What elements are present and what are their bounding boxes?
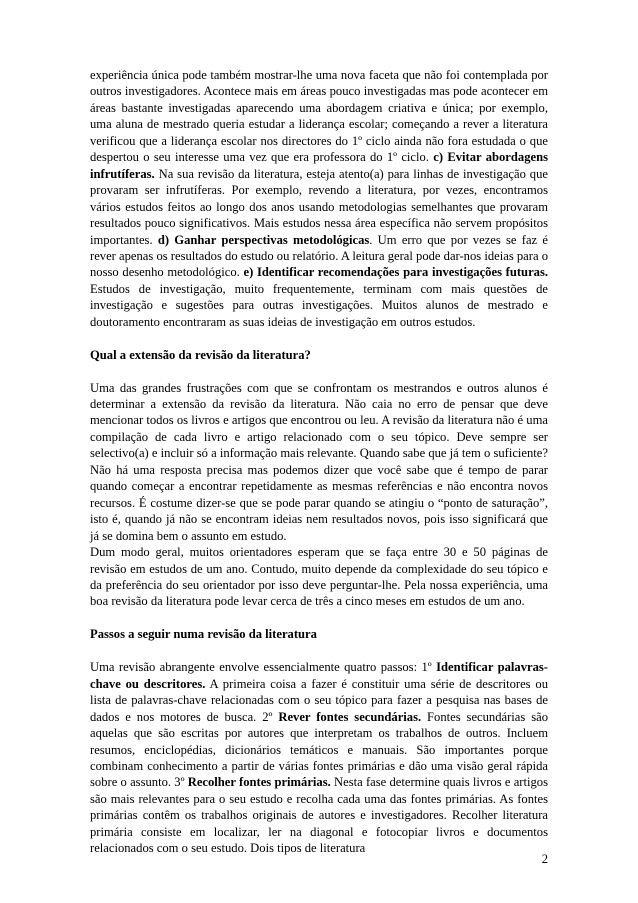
spacer [90, 610, 548, 626]
paragraph-text: A primeira coisa a fazer é constituir uma série de descritores ou lista de palavras-chave relacionadas com o seu tópico para fazer a pesquisa nas bases de dados e nos motores de busca. 2º [90, 676, 548, 724]
paragraph-orientation: Dum modo geral, muitos orientadores esperam que se faça entre 30 e 50 páginas de revisão em estudos de um ano. Contudo, muito depende da complexidade do seu tópico e da preferência do seu orientador por isso deve perguntar-lhe. Pela nossa experiência, uma boa revisão da literatura pode levar cerca de três a cinco meses em estudos de um ano. [90, 545, 548, 609]
paragraph-text: . Um erro que por vezes se faz é rever apenas os resultados do estudo ou relatório. A leitura geral pode dar-nos ideias para o nosso desenho metodológico. [90, 232, 548, 280]
paragraph-extent: Uma das grandes frustrações com que se confrontam os mestrandos e outros alunos é determinar a extensão da revisão da literatura. Não caia no erro de pensar que deve mencionar todos os livros e artigos que encontrou ou leu. A revisão da literatura não é uma compilação de cada livro e artigo relacionado com o seu tópico. Deve sempre ser selectivo(a) e incluir só a informação mais relevante. Quando sabe que já tem o suficiente? Não há uma resposta precisa mas podemos dizer que você sabe que é tempo de parar quando começar a encontrar repetidamente as mesmas referências e não encontra novos recursos. É costume dizer-se que se pode parar quando se atingiu o “ponto de saturação”, isto é, quando já não se encontram ideias nem resultados novos, pois isso significará que já se domina bem o assunto em estudo. [90, 380, 548, 543]
paragraph-benefits [90, 67, 548, 330]
section-heading: Qual a extensão da revisão da literatura? [90, 347, 311, 362]
page-number: 2 [541, 852, 548, 866]
paragraph-text: Fontes secundárias são aquelas que são escritas por autores que interpretam os trabalhos de outros. Incluem resumos, enciclopédias, dicionários temáticos e manuais. São importantes porque combinam conhecimento a partir de várias fontes primárias e dão uma visão geral rápida sobre o assunto. 3º [90, 709, 548, 790]
spacer [90, 330, 548, 346]
paragraph-text: experiência única pode também mostrar-lhe uma nova faceta que não foi contemplada por outros investigadores. Acontece mais em áreas pouco investigadas mas pode acontecer em áreas bastante investigadas aparecendo uma abordagem criativa e única; por exemplo, uma aluna de mestrado queria estudar a liderança escolar; começando a rever a literatura verificou que a liderança escolar nos directores do 1º ciclo ainda não fora estudada o que despertou o seu interesse uma vez que era professora do 1º ciclo. [90, 68, 548, 165]
paragraph-steps [90, 659, 548, 856]
paragraph-text: Uma revisão abrangente envolve essencialmente quatro passos: 1º [90, 660, 437, 675]
section-heading: Passos a seguir numa revisão da literatura [90, 627, 317, 642]
bold-phrase: Identificar palavras-chave ou descritores. [90, 660, 548, 691]
spacer [90, 643, 548, 659]
bold-phrase: Rever fontes secundárias. [278, 709, 422, 724]
spacer [90, 363, 548, 379]
page-body [90, 67, 548, 857]
bold-phrase: c) Evitar abordagens infrutíferas. [90, 150, 548, 181]
paragraph-text: Nesta fase determine quais livros e artigos são mais relevantes para o seu estudo e recolha cada uma das fontes primárias. As fontes primárias contêm os trabalhos originais de autores e investigadores. Recolher literatura primária consiste em localizar, ler na diagonal e fotocopiar livros e documentos relacionados com o seu estudo. Dois tipos de literatura [90, 775, 548, 856]
bold-phrase: e) Identificar recomendações para investigações futuras. [243, 265, 549, 280]
bold-phrase: d) Ganhar perspectivas metodológicas [157, 232, 370, 247]
paragraph-text: Na sua revisão da literatura, esteja atento(a) para linhas de investigação que provaram ser infrutíferas. Por exemplo, revendo a literatura, por vezes, encontramos vários estudos feitos ao longo dos anos usando metodologias semelhantes que provaram resultados pouco significativos. Mais estudos nessa área específica não servem propósitos importantes. [90, 166, 548, 247]
bold-phrase: Recolher fontes primárias. [187, 775, 331, 790]
paragraph-text: Estudos de investigação, muito frequentemente, terminam com mais questões de investigação e sugestões para outras investigações. Muitos alunos de mestrado e doutoramento encontraram as suas ideias de investigação em outros estudos. [90, 281, 548, 329]
